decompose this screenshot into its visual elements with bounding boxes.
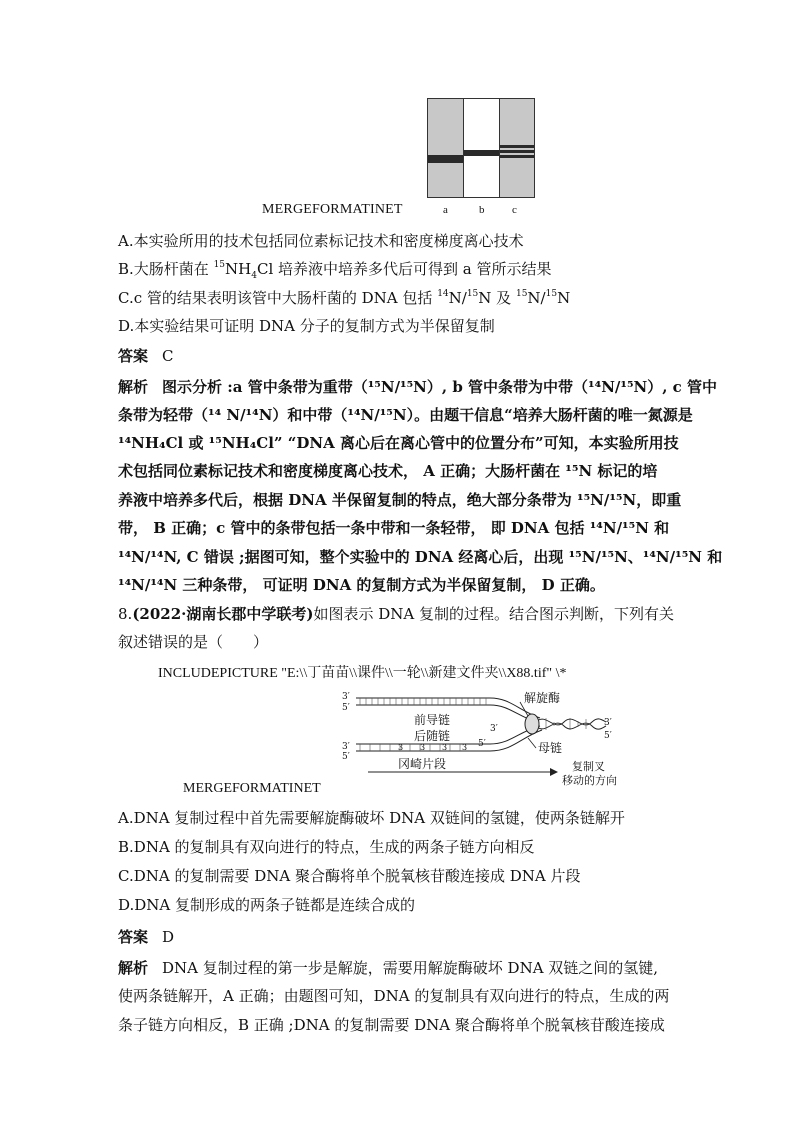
- upper-duplex-hatch: [360, 698, 486, 705]
- q8-analysis-line-2: 使两条链解开，A 正确；由题图可知，DNA 的复制具有双向进行的特点，生成的两: [118, 987, 670, 1005]
- q8-option-c: C.DNA 的复制需要 DNA 聚合酶将单个脱氧核苷酸连接成 DNA 片段: [118, 867, 581, 885]
- label-helicase: 解旋酶: [524, 691, 561, 705]
- middle-band-c: [500, 150, 534, 153]
- svg-text:3: 3: [442, 743, 448, 752]
- svg-text:3: 3: [462, 743, 468, 752]
- label-direction-2: 移动的方向: [562, 774, 617, 787]
- merge-field-text-2: MERGEFORMATINET: [183, 781, 321, 796]
- q7-analysis-line-1: 解析 图示分析 :a 管中条带为重带（¹⁵N/¹⁵N）, b 管中条带为中带（¹⁴N/¹⁵N）, c 管中: [118, 378, 718, 396]
- end-label-5c: 5′: [478, 739, 486, 749]
- q7-option-a: A.本实验所用的技术包括同位素标记技术和密度梯度离心技术: [118, 232, 524, 250]
- light-band: [500, 145, 534, 148]
- q7-option-c: C.c 管的结果表明该管中大肠杆菌的 DNA 包括 $^{14}$N/$^{15}$N 及 $^{15}$N/$^{15}$N: [118, 289, 571, 307]
- q8-analysis-line-1: 解析 DNA 复制过程的第一步是解旋，需要用解旋酶破坏 DNA 双链之间的氢键,: [118, 959, 659, 977]
- q8-option-b: B.DNA 的复制具有双向进行的特点，生成的两条子链方向相反: [118, 838, 535, 856]
- svg-text:3: 3: [398, 743, 404, 752]
- end-label-3a: 3′: [342, 692, 350, 702]
- q7-analysis-line-4: 术包括同位素标记技术和密度梯度离心技术， A 正确；大肠杆菌在 ¹⁵N 标记的培: [118, 462, 658, 480]
- q7-analysis-line-3: ¹⁴NH₄Cl 或 ¹⁵NH₄Cl” “DNA 离心后在离心管中的位置分布”可知，本实验所用技: [118, 434, 679, 452]
- label-parent-strand: 母链: [538, 741, 563, 755]
- tube-label-a: a: [443, 204, 448, 216]
- q7-analysis-line-2: 条带为轻带（¹⁴ N/¹⁴N）和中带（¹⁴N/¹⁵N）。由题干信息“培养大肠杆菌的唯一氮源是: [118, 406, 693, 424]
- tube-c: [499, 98, 535, 198]
- q7-analysis-line-8: ¹⁴N/¹⁴N 三种条带， 可证明 DNA 的复制方式为半保留复制， D 正确。: [118, 576, 605, 594]
- end-label-3d: 3′: [604, 718, 612, 728]
- label-lagging-strand: 后随链: [414, 729, 451, 743]
- q7-option-d: D.本实验结果可证明 DNA 分子的复制方式为半保留复制: [118, 317, 495, 335]
- centrifuge-tubes-figure: [427, 98, 535, 198]
- q8-option-d: D.DNA 复制形成的两条子链都是连续合成的: [118, 896, 416, 914]
- tube-label-c: c: [512, 204, 517, 216]
- label-okazaki: 冈崎片段: [398, 757, 447, 771]
- end-label-3b: 3′: [342, 742, 350, 752]
- middle-band: [464, 150, 499, 156]
- end-label-5d: 5′: [604, 731, 612, 741]
- q7-answer: 答案 C: [118, 347, 174, 365]
- merge-field-text: MERGEFORMATINET: [262, 202, 403, 217]
- q7-analysis-line-5: 养液中培养多代后，根据 DNA 半保留复制的特点，绝大部分条带为 ¹⁵N/¹⁵N，即重: [118, 491, 682, 509]
- q7-analysis-line-7: ¹⁴N/¹⁴N, C 错误 ;据图可知，整个实验中的 DNA 经离心后，出现 ¹⁵N/¹⁵N、¹⁴N/¹⁵N 和: [118, 548, 723, 566]
- q8-stem-line-2: 叙述错误的是（ ）: [118, 633, 269, 651]
- end-label-5a: 5′: [342, 703, 350, 713]
- include-picture-field: INCLUDEPICTURE "E:\\丁苗苗\\课件\\一轮\\新建文件夹\\X88.tif" \*: [158, 666, 567, 681]
- svg-text:3: 3: [420, 743, 426, 752]
- direction-arrow-head: [550, 768, 558, 776]
- q8-analysis-line-3: 条子链方向相反，B 正确 ;DNA 的复制需要 DNA 聚合酶将单个脱氧核苷酸连接成: [118, 1016, 665, 1034]
- end-label-5b: 5′: [342, 752, 350, 762]
- end-label-3c: 3′: [490, 724, 498, 734]
- tube-b: [463, 98, 500, 198]
- label-direction-1: 复制叉: [572, 760, 605, 773]
- parental-helix: [536, 719, 606, 729]
- label-leading-strand: 前导链: [414, 713, 451, 727]
- middle-band-c2: [500, 155, 534, 158]
- q8-answer: 答案 D: [118, 928, 175, 946]
- heavy-band: [428, 155, 463, 163]
- helicase-shape: [525, 714, 539, 734]
- tube-a: [427, 98, 464, 198]
- tube-label-b: b: [479, 204, 485, 216]
- parent-pointer: [528, 738, 536, 748]
- q8-stem-line-1: 8.(2022·湖南长郡中学联考)如图表示 DNA 复制的过程。结合图示判断，下列有关: [118, 605, 675, 623]
- q8-option-a: A.DNA 复制过程中首先需要解旋酶破坏 DNA 双链间的氢键，使两条链解开: [118, 809, 625, 827]
- dna-replication-diagram: [340, 688, 640, 788]
- q7-analysis-line-6: 带， B 正确；c 管中的条带包括一条中带和一条轻带， 即 DNA 包括 ¹⁴N/¹⁵N 和: [118, 519, 670, 537]
- q7-option-b: B.大肠杆菌在 $^{15}NH_4Cl$ 培养液中培养多代后可得到 a 管所示结果: [118, 260, 552, 281]
